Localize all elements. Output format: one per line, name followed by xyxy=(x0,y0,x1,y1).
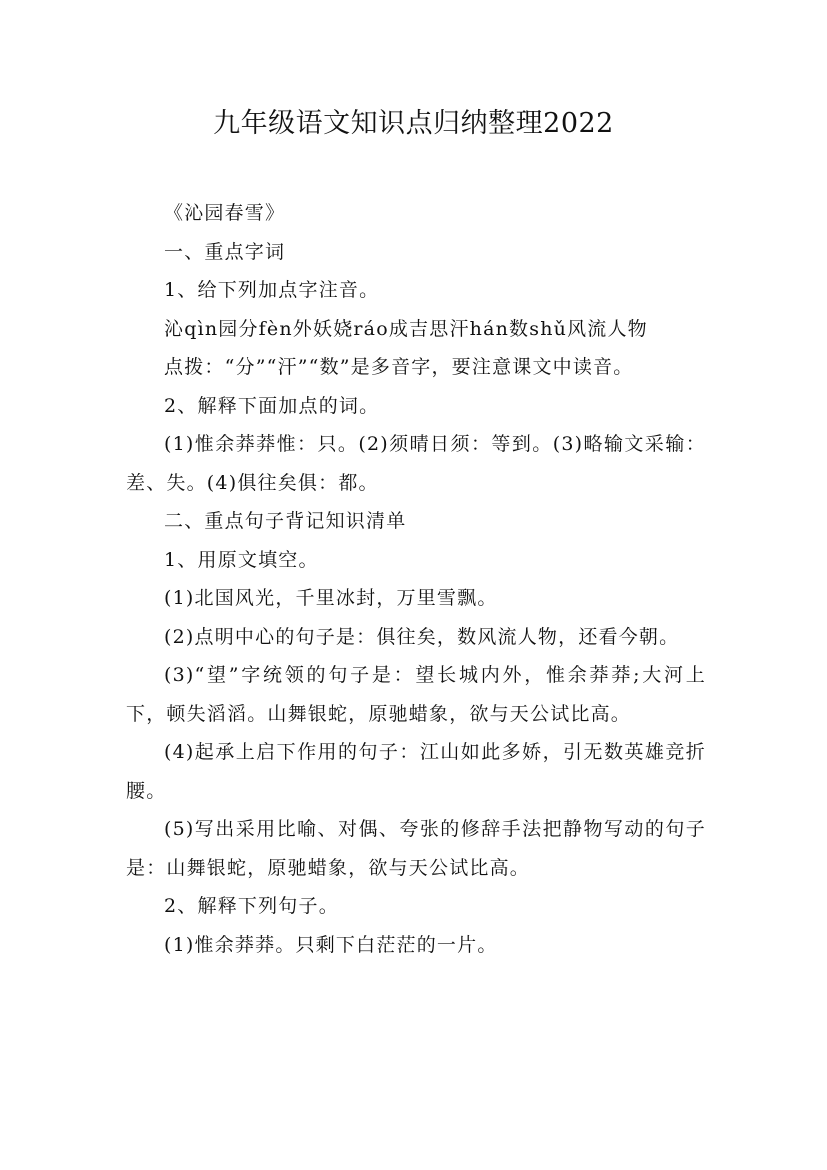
paragraph: (3)“望”字统领的句子是：望长城内外，惟余莽莽;大河上下，顿失滔滔。山舞银蛇，原驰蜡象，欲与天公试比高。 xyxy=(126,664,706,725)
paragraph: 1、用原文填空。 xyxy=(164,548,319,571)
paragraph: 一、重点字词 xyxy=(164,240,286,263)
paragraph: 1、给下列加点字注音。 xyxy=(164,279,380,301)
paragraph: (5)写出采用比喻、对偶、夸张的修辞手法把静物写动的句子是：山舞银蛇，原驰蜡象，欲与天公试比高。 xyxy=(126,818,706,879)
paragraph: 沁qìn园分fèn外妖娆ráo成吉思汗hán数shǔ风流人物 xyxy=(164,317,648,340)
paragraph: 2、解释下列句子。 xyxy=(164,895,339,917)
paragraph: (2)点明中心的句子是：俱往矣，数风流人物，还看今朝。 xyxy=(164,625,680,648)
paragraph: (1)惟余莽莽惟：只。(2)须晴日须：等到。(3)略输文采输：差、失。(4)俱往矣俱：都。 xyxy=(126,433,706,494)
paragraph: 二、重点句子背记知识清单 xyxy=(164,510,407,532)
paragraph: (4)起承上启下作用的句子：江山如此多娇，引无数英雄竞折腰。 xyxy=(126,741,706,802)
document-title: 九年级语文知识点归纳整理2022 xyxy=(213,108,614,139)
document-body xyxy=(126,194,706,964)
paragraph: (1)惟余莽莽。只剩下白茫茫的一片。 xyxy=(164,933,498,956)
paragraph: (1)北国风光，千里冰封，万里雪飘。 xyxy=(164,587,498,609)
paragraph: 2、解释下面加点的词。 xyxy=(164,394,380,417)
paragraph: 点拨：“分”“汗”“数”是多音字，要注意课文中读音。 xyxy=(164,356,634,378)
paragraph: 《沁园春雪》 xyxy=(164,202,286,224)
